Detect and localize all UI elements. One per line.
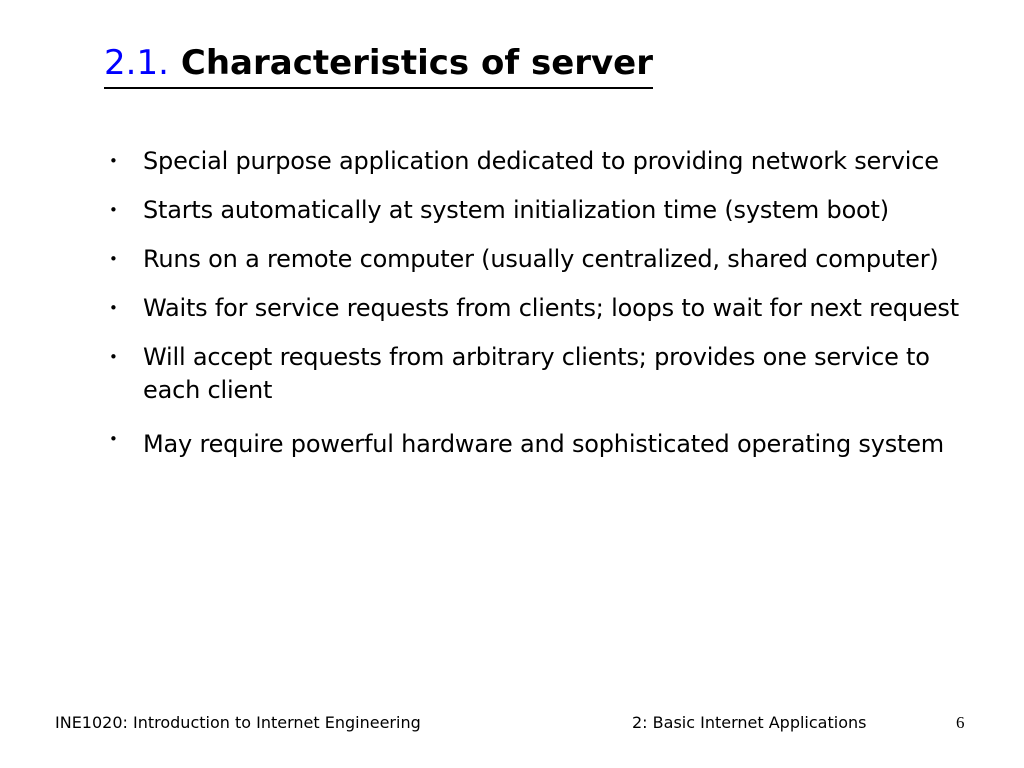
bullet-item-special-purpose [104, 145, 964, 178]
bullet-text: Starts automatically at system initialization time (system boot) [143, 196, 889, 224]
bullet-dot-icon: • [109, 152, 118, 170]
bullet-dot-icon: • [109, 430, 118, 448]
bullet-text: Will accept requests from arbitrary clients; provides one service to each client [143, 343, 930, 404]
bullet-item-waits-for-requests [104, 292, 964, 325]
footer-course: INE1020: Introduction to Internet Engineering [55, 713, 421, 732]
bullet-text: Runs on a remote computer (usually centralized, shared computer) [143, 245, 939, 273]
footer-page-number: 6 [956, 713, 965, 732]
bullet-text: Waits for service requests from clients; loops to wait for next request [143, 294, 959, 322]
bullet-item-powerful-hardware [104, 423, 964, 466]
bullet-dot-icon: • [109, 250, 118, 268]
title-section-number: 2.1. [104, 43, 169, 83]
title-text: Characteristics of server [180, 43, 654, 83]
bullet-text: Special purpose application dedicated to providing network service [143, 147, 939, 175]
bullet-item-remote-computer [104, 243, 964, 276]
footer-chapter: 2: Basic Internet Applications [632, 713, 867, 732]
bullet-item-starts-automatically [104, 194, 964, 227]
bullet-list [104, 145, 964, 482]
bullet-dot-icon: • [109, 299, 118, 317]
bullet-item-accept-requests [104, 341, 964, 407]
bullet-dot-icon: • [109, 348, 118, 366]
bullet-dot-icon: • [109, 201, 118, 219]
bullet-text: May require powerful hardware and sophisticated operating system [143, 430, 944, 458]
slide-title [104, 43, 654, 89]
